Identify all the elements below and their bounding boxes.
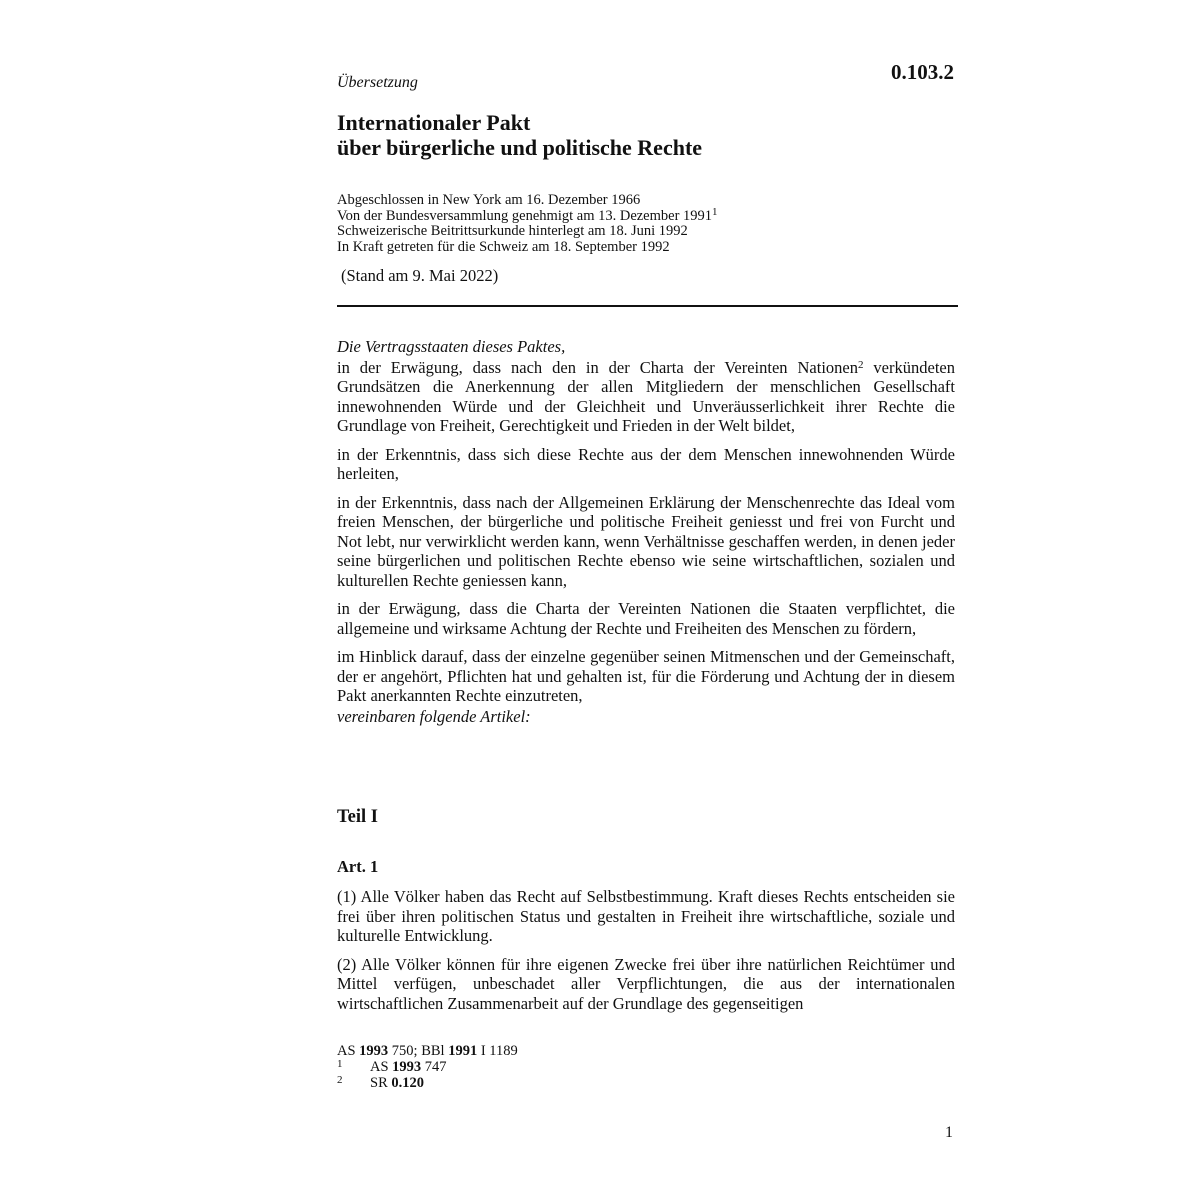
title-line-2: über bürgerliche und politische Rechte [337,135,703,160]
meta-deposited: Schweizerische Beitrittsurkunde hinterlegt am 18. Juni 1992 [337,223,688,239]
title-line-1: Internationaler Pakt [337,110,531,135]
p1-text-b: verkündeten Grundsätzen die Anerkennung der allen Mitgliedern der menschlichen Gesellschaft innewohnenden Würde und der Gleichheit und Unveräusserlichkeit ihrer Rechte die Grundlage von Freiheit, Gerechtigkeit und Frieden in der Welt bildet, [337,357,955,435]
article-heading: Art. 1 [337,857,379,876]
article-paragraph-2: (2) Alle Völker können für ihre eigenen Zwecke frei über ihre natürlichen Reichtümer und Mittel verfügen, unbeschadet aller Verpflichtungen, die aus der internationalen wirtschaftlichen Zusammenarbeit auf der Grundlage des gegenseitigen [337,954,955,1013]
sr-number: 0.103.2 [891,60,954,84]
footnote-1-year: 1993 [392,1059,422,1075]
translation-label: Übersetzung [337,74,418,91]
footnotes [337,1043,955,1091]
treaty-metadata [337,193,955,255]
source-mid: 750; BBl [388,1043,449,1059]
meta-concluded: Abgeschlossen in New York am 16. Dezember 1966 [337,192,641,208]
p1-text-a: in der Erwägung, dass nach den in der Charta der Vereinten Nationen [337,357,858,377]
page-number: 1 [945,1124,953,1141]
preamble-paragraph-5: im Hinblick darauf, dass der einzelne gegenüber seinen Mitmenschen und der Gemeinschaft, der er angehört, Pflichten hat und gehalten ist, für die Förderung und Achtung der in diesem Pakt anerkannten Rechte einzutreten, [337,647,955,705]
footnote-1 [337,1059,955,1075]
meta-in-force: In Kraft getreten für die Schweiz am 18. September 1992 [337,238,670,255]
article-body [337,887,955,1022]
status-date: (Stand am 9. Mai 2022) [341,266,499,285]
source-pre: AS [337,1043,360,1059]
footnote-2-ref: 0.120 [391,1075,424,1091]
preamble-intro: Die Vertragsstaaten dieses Paktes, [337,337,566,356]
header-divider [337,305,958,307]
preamble-paragraph-1 [337,358,955,436]
footnote-2-number: 2 [337,1074,343,1086]
preamble-paragraph-4: in der Erwägung, dass die Charta der Vereinten Nationen die Staaten verpflichtet, die allgemeine und wirksame Achtung der Rechte und Freiheiten des Menschen zu fördern, [337,599,955,638]
meta-approved [337,205,955,225]
source-post: I 1189 [477,1043,518,1059]
footnote-1-pre: AS [370,1059,393,1075]
source-reference [337,1043,955,1059]
source-year-1: 1993 [359,1043,389,1059]
article-paragraph-1: (1) Alle Völker haben das Recht auf Selbstbestimmung. Kraft dieses Rechts entscheiden sie frei über ihren politischen Status und gestalten in Freiheit ihre wirtschaftliche, soziale und kulturelle Entwicklung. [337,887,955,945]
footnote-ref-1: 1 [712,205,718,218]
source-year-2: 1991 [448,1043,478,1059]
preamble [337,337,955,735]
footnote-ref-2: 2 [857,358,864,371]
footnote-2 [337,1075,955,1091]
preamble-paragraph-2: in der Erkenntnis, dass sich diese Rechte aus der dem Menschen innewohnenden Würde herleiten, [337,444,955,483]
document-title [337,110,955,160]
footnote-1-post: 747 [421,1059,447,1075]
footnote-2-pre: SR [370,1075,392,1091]
part-heading: Teil I [337,807,378,827]
preamble-paragraph-3: in der Erkenntnis, dass nach der Allgemeinen Erklärung der Menschenrechte das Ideal vom freien Menschen, der bürgerliche und politische Freiheit geniesst und frei von Furcht und Not lebt, nur verwirklicht werden kann, wenn Verhältnisse geschaffen werden, in denen jeder seine bürgerlichen und politischen Rechte ebenso wie seine wirtschaftlichen, sozialen und kulturellen Rechte geniessen kann, [337,492,955,590]
meta-approved-text: Von der Bundesversammlung genehmigt am 13. Dezember 1991 [337,207,713,224]
preamble-closing: vereinbaren folgende Artikel: [337,706,531,726]
footnote-1-number: 1 [337,1058,343,1070]
